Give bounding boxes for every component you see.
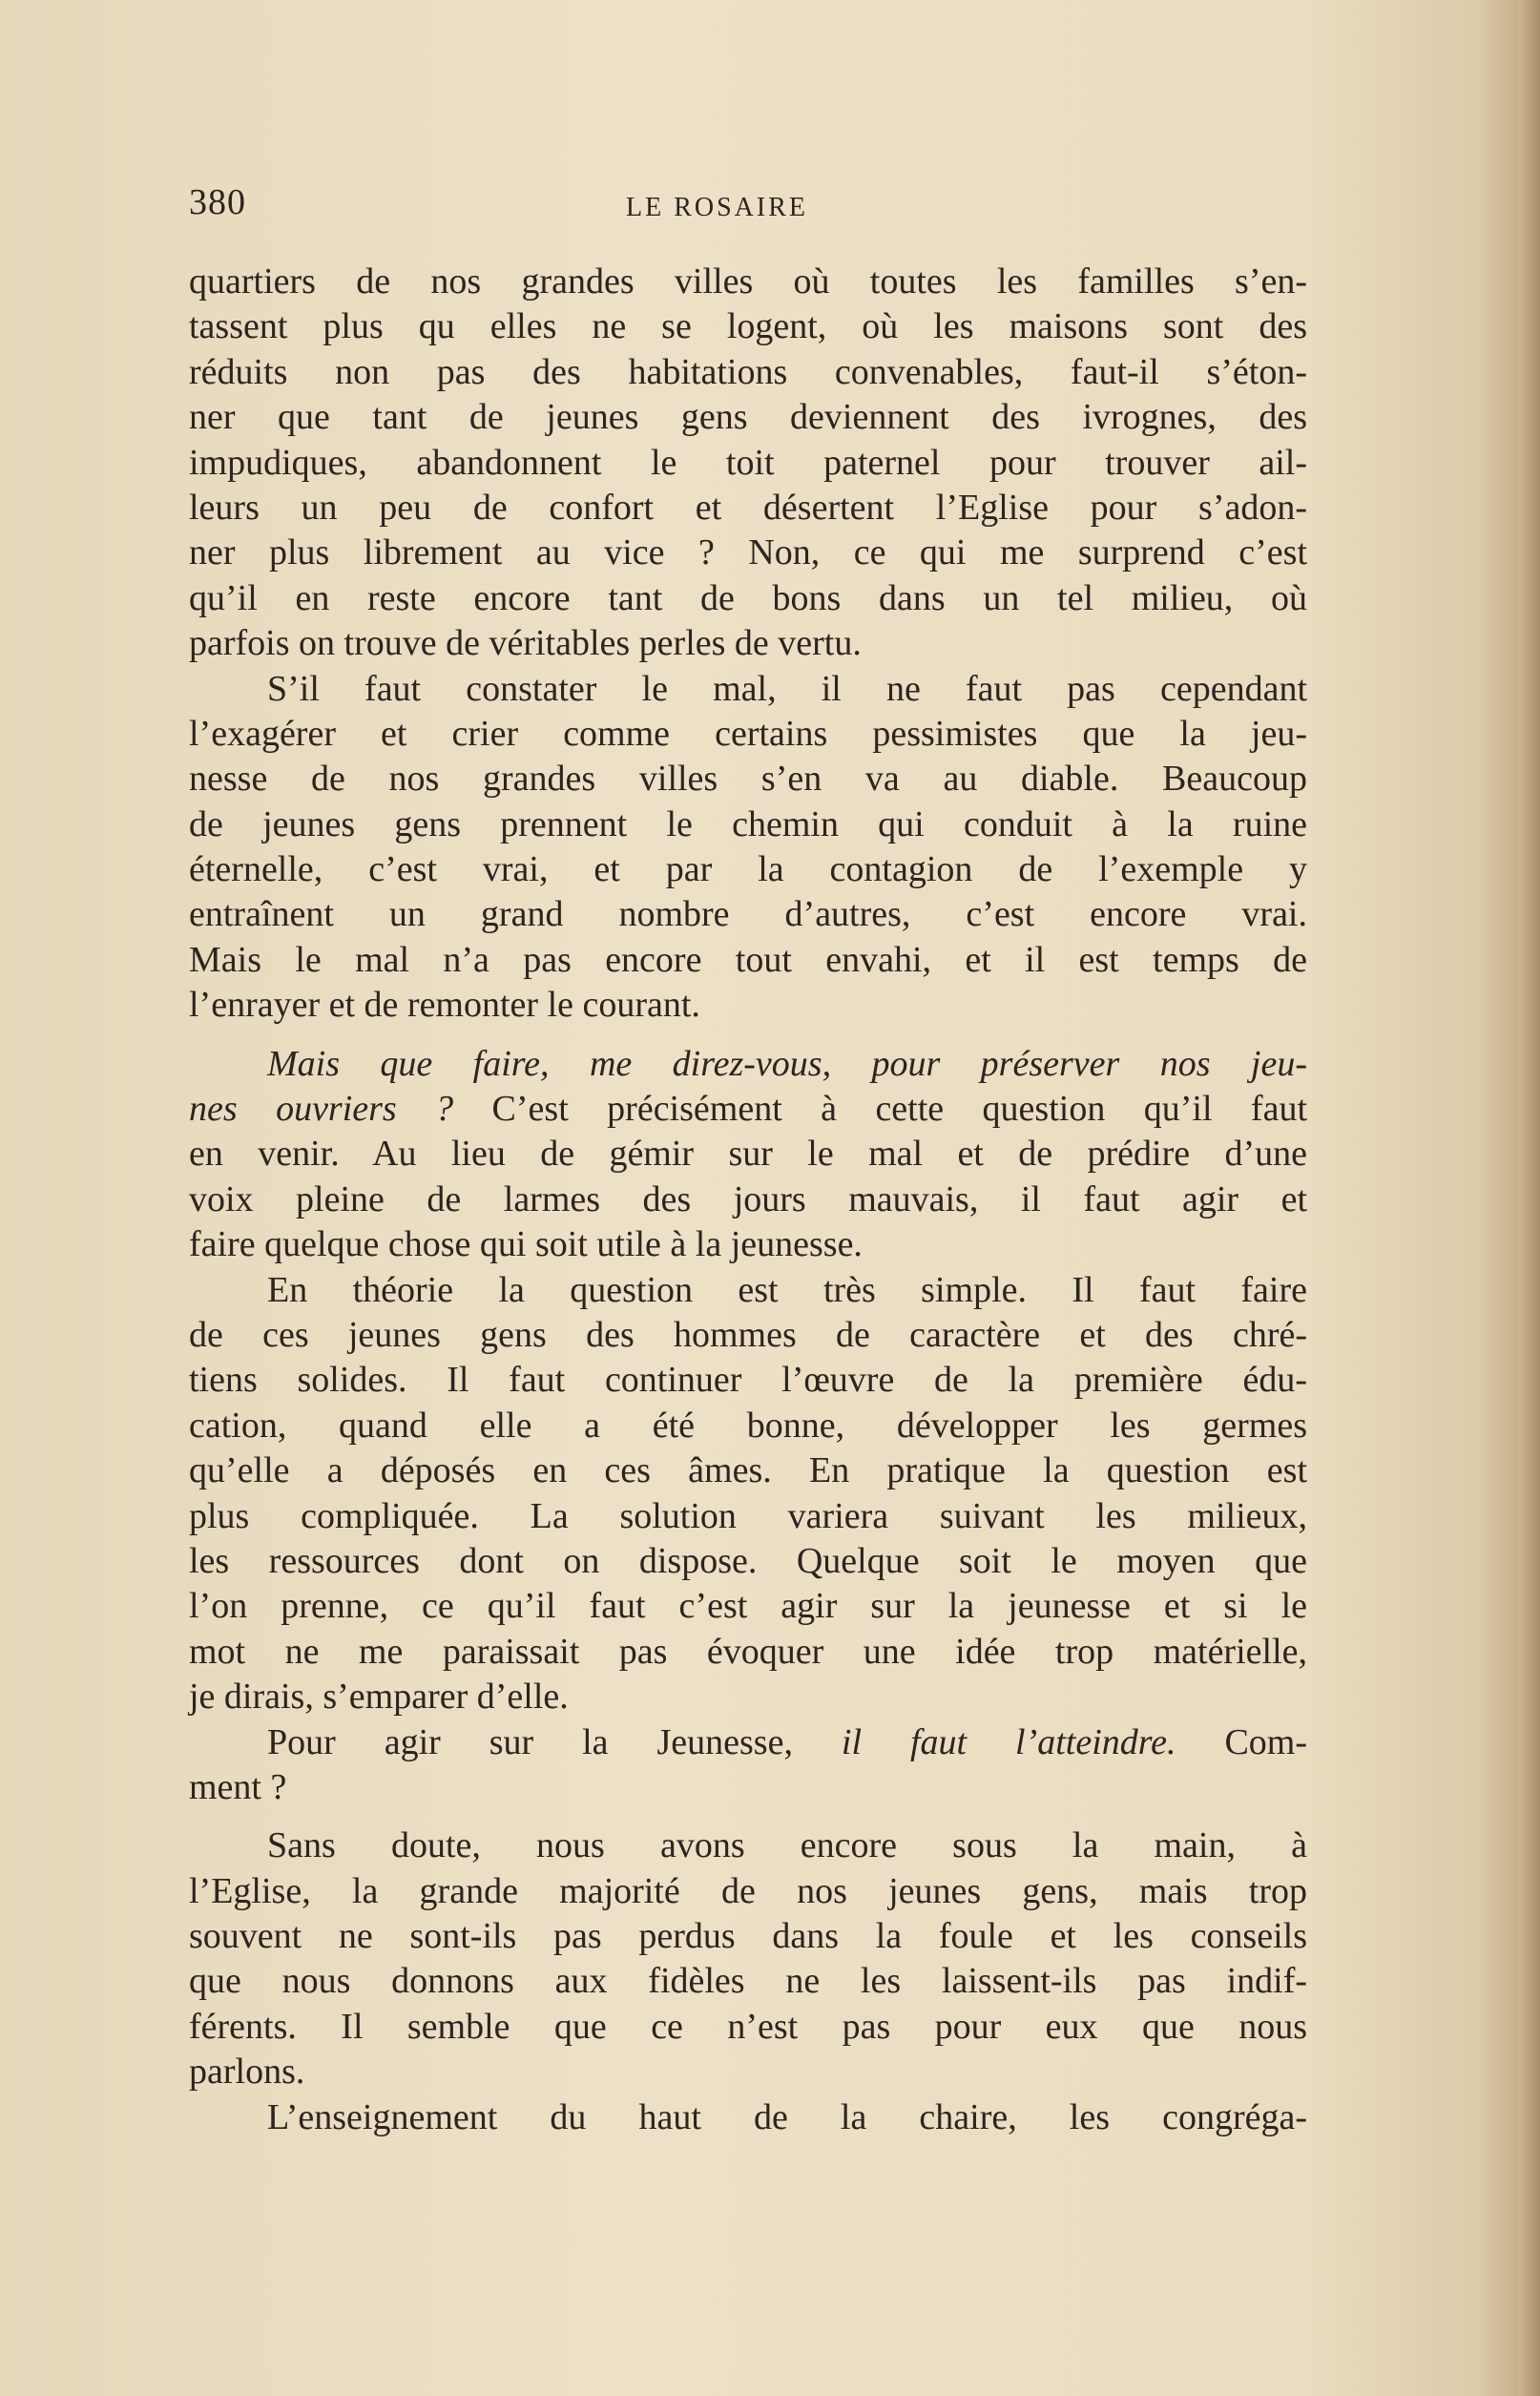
text-line: qu’elle a déposés en ces âmes. En pratique la question est bbox=[189, 1450, 1307, 1491]
text-line: leurs un peu de confort et désertent l’Eglise pour s’adon- bbox=[189, 487, 1307, 528]
text-line: Mais le mal n’a pas encore tout envahi, et il est temps de bbox=[189, 939, 1307, 980]
text-line: je dirais, s’emparer d’elle. bbox=[189, 1677, 569, 1718]
text-line: Sans doute, nous avons encore sous la main, à bbox=[267, 1825, 1307, 1866]
text-line: mot ne me paraissait pas évoquer une idée trop matérielle, bbox=[189, 1631, 1307, 1672]
text-line: éternelle, c’est vrai, et par la contagion de l’exemple y bbox=[189, 849, 1307, 890]
text-line: voix pleine de larmes des jours mauvais, il faut agir et bbox=[189, 1178, 1307, 1219]
text-line: l’on prenne, ce qu’il faut c’est agir sur la jeunesse et si le bbox=[189, 1586, 1307, 1627]
text-line: entraînent un grand nombre d’autres, c’est encore vrai. bbox=[189, 894, 1307, 935]
body-text bbox=[189, 260, 1307, 2140]
text-line: ment ? bbox=[189, 1766, 287, 1807]
text-line: plus compliquée. La solution variera suivant les milieux, bbox=[189, 1495, 1307, 1536]
text-line: l’enrayer et de remonter le courant. bbox=[189, 985, 700, 1026]
page-edge bbox=[1519, 0, 1540, 2396]
page-header bbox=[189, 181, 1315, 229]
text-line: de ces jeunes gens des hommes de caractère et des chré- bbox=[189, 1314, 1307, 1355]
text-line: férents. Il semble que ce n’est pas pour eux que nous bbox=[189, 2006, 1307, 2047]
text-line: que nous donnons aux fidèles ne les laissent-ils pas indif- bbox=[189, 1961, 1307, 2002]
text-line: En théorie la question est très simple. Il faut faire bbox=[267, 1269, 1307, 1310]
text-line: cation, quand elle a été bonne, développer les germes bbox=[189, 1405, 1307, 1446]
page-number: 380 bbox=[189, 182, 246, 222]
italic-phrase: il faut l’atteindre. bbox=[841, 1721, 1176, 1762]
text-line: L’enseignement du haut de la chaire, les congréga- bbox=[267, 2096, 1307, 2137]
text-line: réduits non pas des habitations convenables, faut-il s’éton- bbox=[189, 351, 1307, 392]
text-line-mixed bbox=[189, 1087, 1307, 1132]
text-line: de jeunes gens prennent le chemin qui conduit à la ruine bbox=[189, 803, 1307, 844]
text-line: quartiers de nos grandes villes où toutes les familles s’en- bbox=[189, 261, 1307, 302]
text-line: ner que tant de jeunes gens deviennent des ivrognes, des bbox=[189, 397, 1307, 438]
text-line: ner plus librement au vice ? Non, ce qui me surprend c’est bbox=[189, 532, 1307, 573]
text-run: Com- bbox=[1176, 1721, 1307, 1762]
running-title: LE ROSAIRE bbox=[626, 193, 808, 222]
text-line: faire quelque chose qui soit utile à la jeunesse. bbox=[189, 1224, 863, 1265]
text-line: S’il faut constater le mal, il ne faut pas cependant bbox=[267, 668, 1307, 709]
text-line: tiens solides. Il faut continuer l’œuvre de la première édu- bbox=[189, 1360, 1307, 1401]
text-line-mixed bbox=[189, 1720, 1307, 1765]
text-line: souvent ne sont-ils pas perdus dans la foule et les conseils bbox=[189, 1916, 1307, 1957]
paragraph-gap bbox=[189, 1029, 1307, 1042]
paragraph-gap bbox=[189, 1810, 1307, 1823]
text-line: qu’il en reste encore tant de bons dans un tel milieu, où bbox=[189, 577, 1307, 618]
italic-phrase: nes ouvriers ? bbox=[189, 1089, 454, 1130]
text-line: en venir. Au lieu de gémir sur le mal et de prédire d’une bbox=[189, 1134, 1307, 1175]
text-run: C’est précisément à cette question qu’il faut bbox=[453, 1089, 1307, 1130]
text-line: impudiques, abandonnent le toit paternel pour trouver ail- bbox=[189, 442, 1307, 483]
text-line: parfois on trouve de véritables perles de vertu. bbox=[189, 623, 862, 664]
text-line-italic: Mais que faire, me direz-vous, pour préserver nos jeu- bbox=[267, 1043, 1307, 1084]
text-line: l’exagérer et crier comme certains pessimistes que la jeu- bbox=[189, 713, 1307, 754]
text-line: les ressources dont on dispose. Quelque soit le moyen que bbox=[189, 1540, 1307, 1581]
text-line: l’Eglise, la grande majorité de nos jeunes gens, mais trop bbox=[189, 1870, 1307, 1911]
text-line: nesse de nos grandes villes s’en va au diable. Beaucoup bbox=[189, 759, 1307, 800]
text-line: parlons. bbox=[189, 2052, 305, 2093]
text-run: Pour agir sur la Jeunesse, bbox=[267, 1721, 842, 1762]
text-line: tassent plus qu elles ne se logent, où les maisons sont des bbox=[189, 306, 1307, 347]
